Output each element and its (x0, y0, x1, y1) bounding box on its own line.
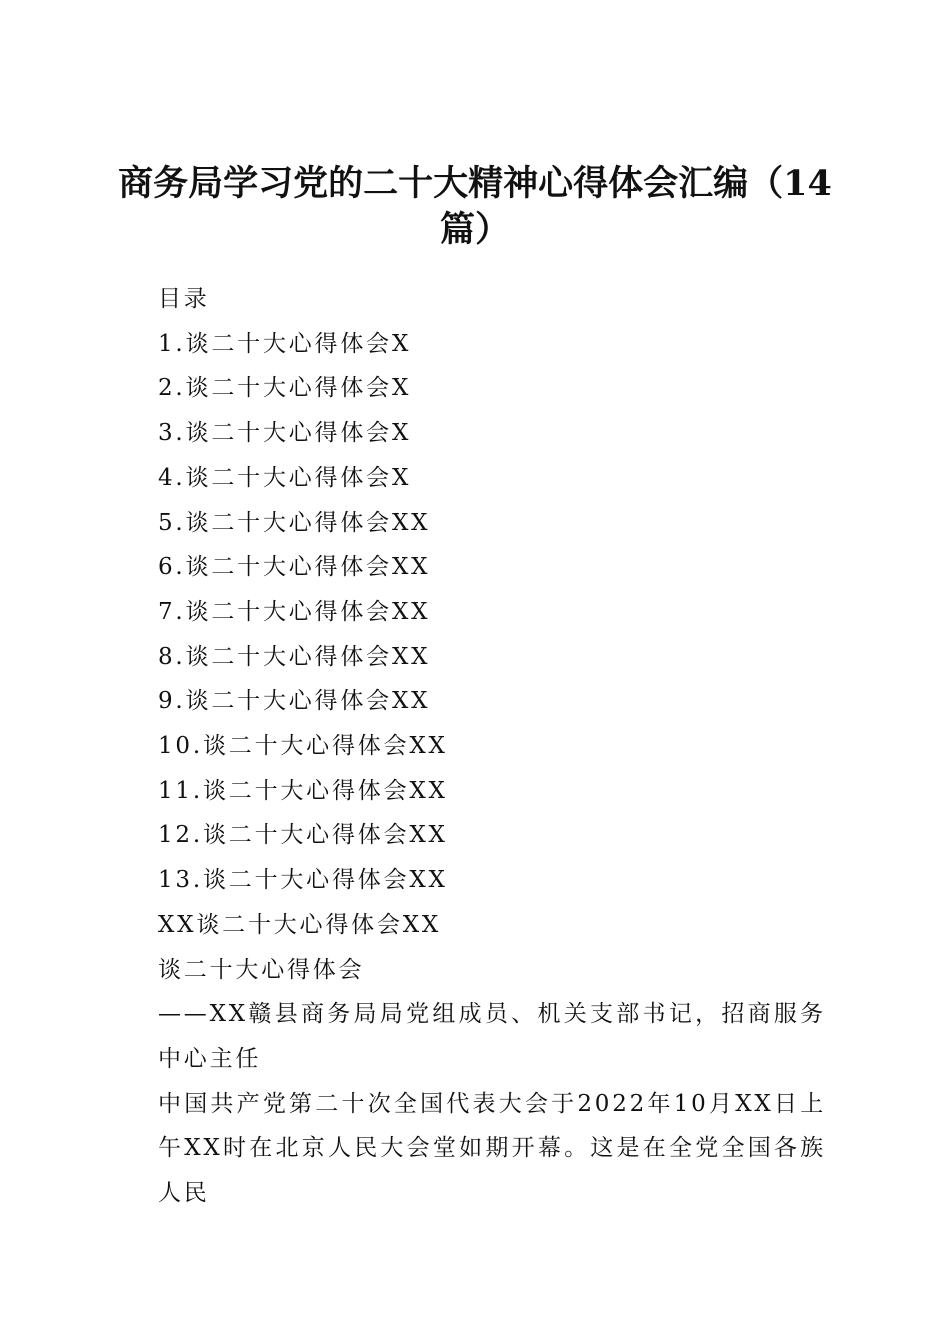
article-title: 谈二十大心得体会 (158, 956, 365, 983)
toc-item: 10.谈二十大心得体会XX (158, 733, 448, 760)
toc-item: 4.谈二十大心得体会X (158, 464, 412, 491)
toc-heading: 目录 (158, 286, 210, 312)
first-paragraph: 中国共产党第二十次全国代表大会于2022年10月XX日上午XX时在北京人民大会堂如期开幕。这是在全党全国各族人民 (158, 1090, 826, 1207)
toc-item: 9.谈二十大心得体会XX (158, 688, 431, 715)
toc-item: 2.谈二十大心得体会X (158, 375, 412, 402)
toc-item: 11.谈二十大心得体会XX (158, 777, 448, 804)
toc-item: 6.谈二十大心得体会XX (158, 554, 431, 581)
toc-list (118, 322, 826, 948)
toc-item: 3.谈二十大心得体会X (158, 420, 412, 447)
toc-item: XX谈二十大心得体会XX (158, 911, 442, 938)
toc-item: 8.谈二十大心得体会XX (158, 643, 431, 670)
toc-item: 12.谈二十大心得体会XX (158, 822, 448, 849)
toc-item: 7.谈二十大心得体会XX (158, 598, 431, 625)
document-body (118, 277, 826, 1216)
author-line: ——XX赣县商务局局党组成员、机关支部书记，招商服务中心主任 (158, 1001, 826, 1072)
toc-item: 5.谈二十大心得体会XX (158, 509, 431, 536)
toc-item: 13.谈二十大心得体会XX (158, 867, 448, 894)
document-title: 商务局学习党的二十大精神心得体会汇编（14篇） (118, 163, 832, 251)
toc-item: 1.谈二十大心得体会X (158, 330, 412, 357)
